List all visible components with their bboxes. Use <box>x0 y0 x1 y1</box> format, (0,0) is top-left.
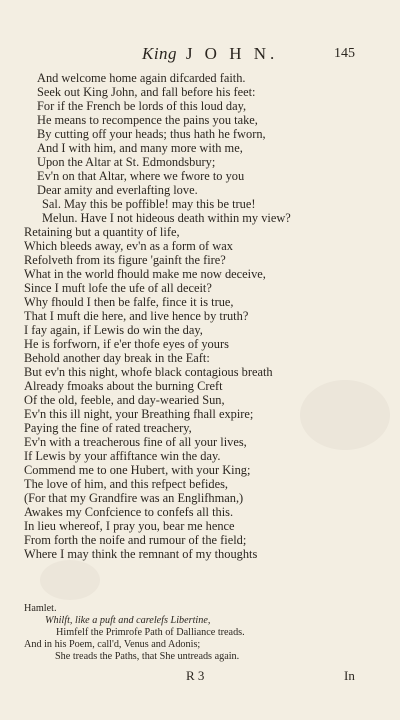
verse-line: Upon the Altar at St. Edmondsbury; <box>37 155 216 169</box>
page-number: 145 <box>334 46 355 61</box>
verse-line: I fay again, if Lewis do win the day, <box>24 323 203 337</box>
verse-line: By cutting off your heads; thus hath he fworn, <box>37 127 266 141</box>
verse-line: But ev'n this night, whofe black contagious breath <box>24 365 273 379</box>
verse-line: Awakes my Confcience to confefs all this. <box>24 505 234 519</box>
verse-line: And welcome home again difcarded faith. <box>37 71 246 85</box>
verse-line: Of the old, feeble, and day-wearied Sun, <box>24 393 225 407</box>
verse-line: Retaining but a quantity of life, <box>24 225 180 239</box>
title-king: King <box>142 44 178 63</box>
verse-line: The love of him, and this refpect befides, <box>24 477 229 491</box>
catchword: In <box>344 668 355 683</box>
running-title <box>142 44 278 64</box>
footnote-line: She treads the Paths, that She untreads again. <box>55 651 240 662</box>
signature-mark: R 3 <box>186 668 205 683</box>
footnote-line: And in his Poem, call'd, Venus and Adonis; <box>24 639 201 650</box>
verse-line: He is forfworn, if e'er thofe eyes of yours <box>24 337 229 351</box>
verse-line: Paying the fine of rated treachery, <box>24 421 192 435</box>
running-header <box>0 44 400 66</box>
verse-line: Which bleeds away, ev'n as a form of wax <box>24 239 233 253</box>
verse-line: That I muft die here, and live hence by truth? <box>24 309 249 323</box>
verse-line: From forth the noife and rumour of the field; <box>24 533 247 547</box>
verse-line: He means to recompence the pains you take, <box>37 113 258 127</box>
verse-line: Why fhould I then be falfe, fince it is true, <box>24 295 234 309</box>
verse-line: In lieu whereof, I pray you, bear me hence <box>24 519 235 533</box>
verse-line: If Lewis by your affiftance win the day. <box>24 449 221 463</box>
title-john: J O H N. <box>185 44 279 63</box>
footnote-line: Whilft, like a puft and carelefs Libertine, <box>45 615 211 626</box>
verse-line: Dear amity and everlafting love. <box>37 183 198 197</box>
paper-stain <box>40 560 100 600</box>
verse-text <box>24 71 394 561</box>
footnote-line: Hamlet. <box>24 603 57 614</box>
verse-line: Seek out King John, and fall before his feet: <box>37 85 256 99</box>
verse-line: Ev'n this ill night, your Breathing fhall expire; <box>24 407 254 421</box>
verse-line: Commend me to one Hubert, with your King; <box>24 463 251 477</box>
verse-line: Ev'n on that Altar, where we fwore to you <box>37 169 245 183</box>
verse-line: And I with him, and many more with me, <box>37 141 243 155</box>
verse-line: Refolveth from its figure 'gainft the fire? <box>24 253 226 267</box>
verse-line: Behold another day break in the Eaft: <box>24 351 210 365</box>
verse-line: Since I muft lofe the ufe of all deceit? <box>24 281 212 295</box>
verse-line: What in the world fhould make me now deceive, <box>24 267 266 281</box>
verse-line: Where I may think the remnant of my thoughts <box>24 547 258 561</box>
verse-line: For if the French be lords of this loud day, <box>37 99 247 113</box>
footnote-line: Himfelf the Primrofe Path of Dalliance treads. <box>56 627 245 638</box>
verse-line: Sal. May this be poffible! may this be true! <box>42 197 256 211</box>
verse-line: (For that my Grandfire was an Englifhman,) <box>24 491 244 505</box>
verse-line: Melun. Have I not hideous death within my view? <box>42 211 291 225</box>
footnote <box>24 603 384 663</box>
verse-line: Already fmoaks about the burning Creft <box>24 379 223 393</box>
verse-line: Ev'n with a treacherous fine of all your lives, <box>24 435 247 449</box>
